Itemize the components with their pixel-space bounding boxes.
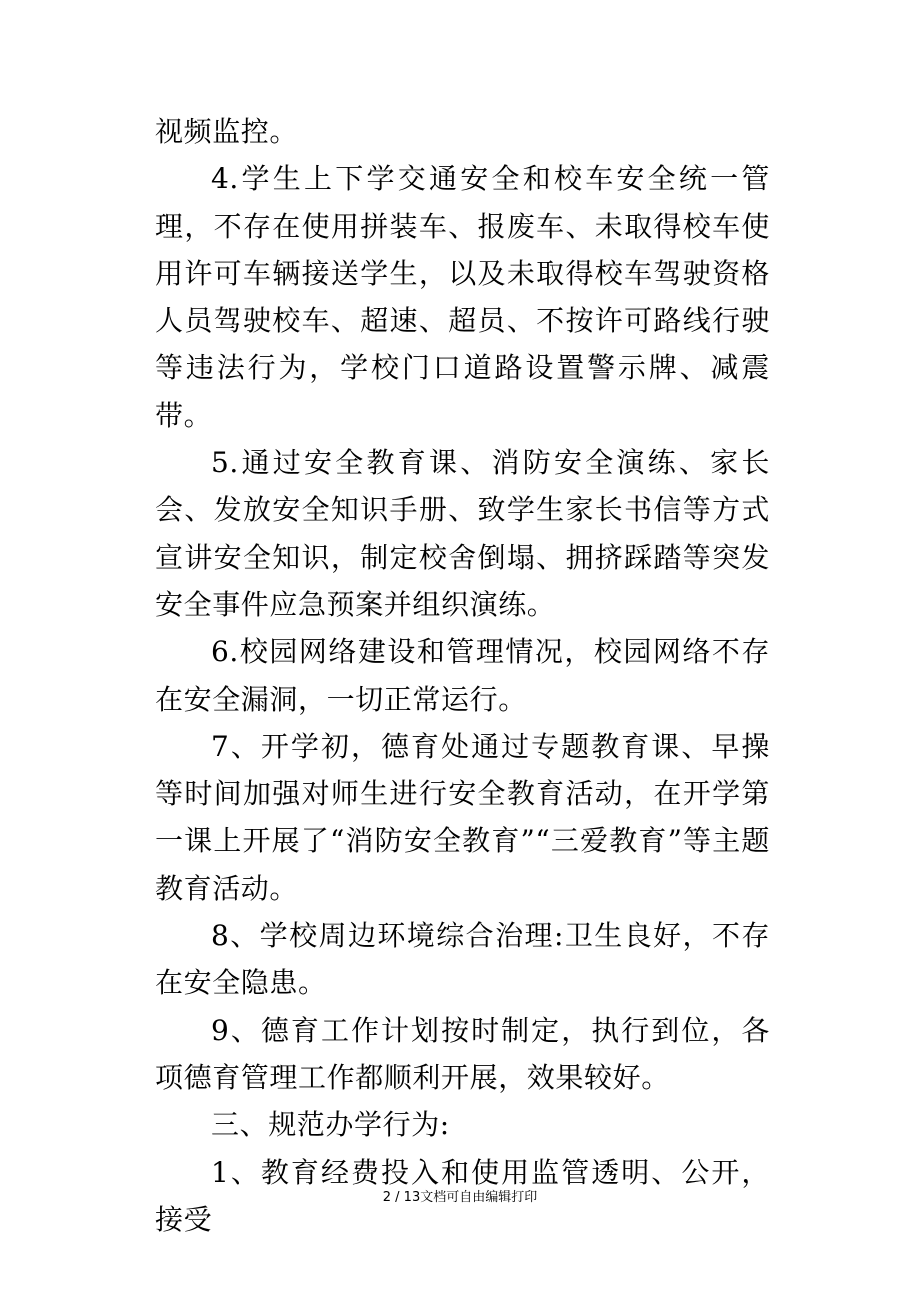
paragraph-2: 5.通过安全教育课、消防安全演练、家长会、发放安全知识手册、致学生家长书信等方式宣讲安全知识，制定校舍倒塌、拥挤踩踏等突发安全事件应急预案并组织演练。 xyxy=(155,446,770,621)
paragraph-4: 7、开学初，德育处通过专题教育课、早操等时间加强对师生进行安全教育活动，在开学第一课上开展了“消防安全教育”“三爱教育”等主题教育活动。 xyxy=(155,729,770,905)
paragraph-1: 4.学生上下学交通安全和校车安全统一管理，不存在使用拼装车、报废车、未取得校车使用许可车辆接送学生，以及未取得校车驾驶资格人员驾驶校车、超速、超员、不按许可路线行驶等违法行为，学校门口道路设置警示牌、减震带。 xyxy=(155,162,770,432)
paragraph-3: 6.校园网络建设和管理情况，校园网络不存在安全漏洞，一切正常运行。 xyxy=(155,635,770,716)
paragraph-6: 9、德育工作计划按时制定，执行到位，各项德育管理工作都顺利开展，效果较好。 xyxy=(155,1013,770,1094)
paragraph-8: 1、教育经费投入和使用监管透明、公开，接受 xyxy=(155,1155,770,1236)
document-body xyxy=(155,108,770,1243)
paragraph-0: 视频监控。 xyxy=(155,115,299,148)
paragraph-5: 8、学校周边环境综合治理:卫生良好，不存在安全隐患。 xyxy=(155,919,770,1000)
page-footer: 2 / 13文档可自由编辑打印 xyxy=(382,1190,538,1205)
section-heading: 三、规范办学行为: xyxy=(211,1108,450,1142)
